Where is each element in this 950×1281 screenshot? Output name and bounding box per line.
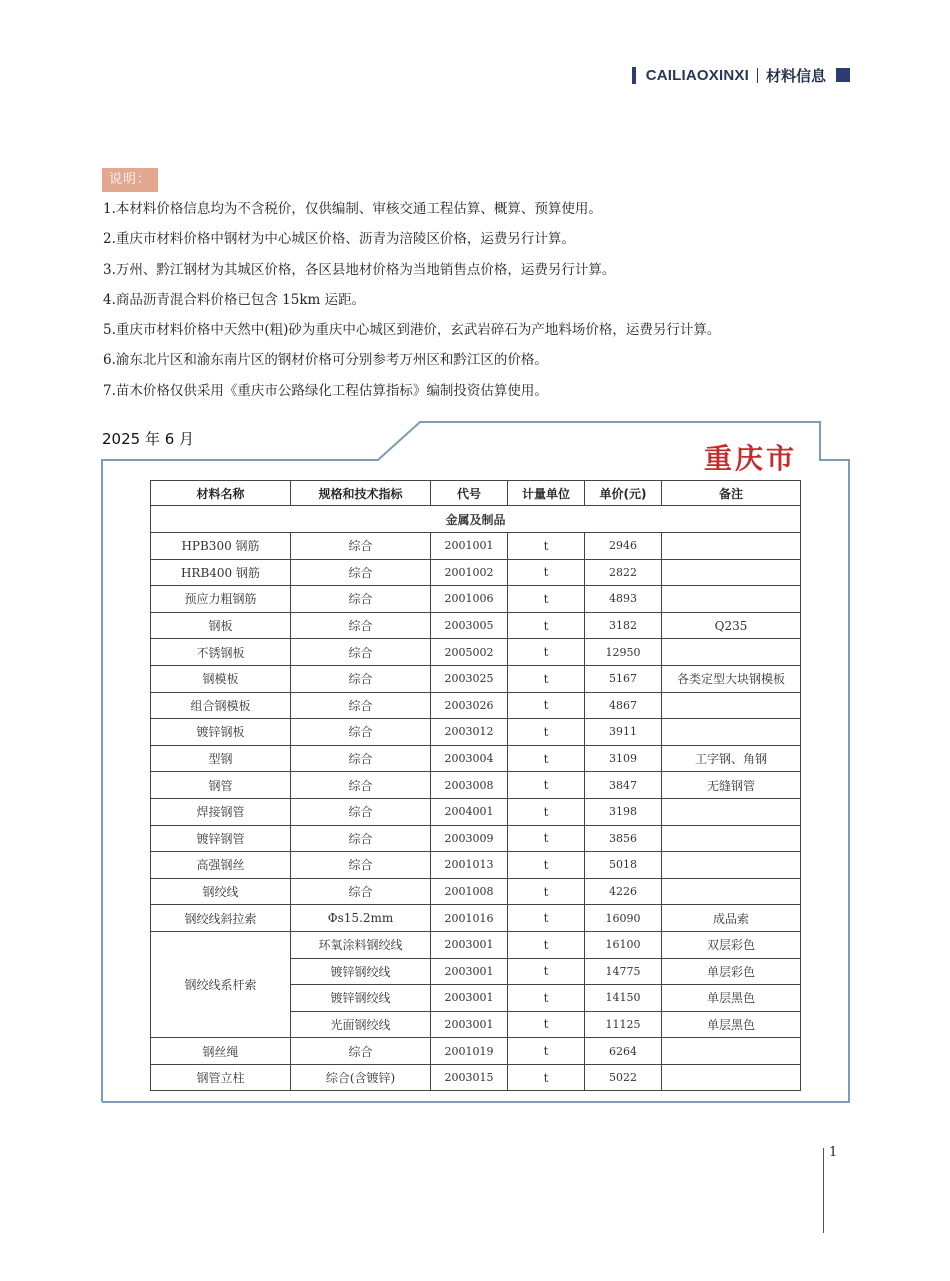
table-cell: 3847 <box>585 772 662 799</box>
table-cell: 综合 <box>291 612 431 639</box>
table-row <box>151 905 801 932</box>
table-row <box>151 559 801 586</box>
table-row <box>151 825 801 852</box>
table-cell: 4867 <box>585 692 662 719</box>
table-cell: 无缝钢管 <box>662 772 801 799</box>
table-cell <box>662 878 801 905</box>
table-cell: 2005002 <box>431 639 508 666</box>
table-cell <box>662 692 801 719</box>
table-row <box>151 852 801 879</box>
table-cell: 组合钢模板 <box>151 692 291 719</box>
table-cell: 2001016 <box>431 905 508 932</box>
table-cell: 4893 <box>585 586 662 613</box>
price-table <box>150 480 801 1091</box>
table-cell: 2003005 <box>431 612 508 639</box>
table-cell: t <box>508 692 585 719</box>
table-cell: t <box>508 1011 585 1038</box>
table-cell: 综合 <box>291 1038 431 1065</box>
table-cell: t <box>508 559 585 586</box>
table-row <box>151 931 801 958</box>
table-row <box>151 692 801 719</box>
table-cell <box>662 1064 801 1091</box>
table-cell: 成品索 <box>662 905 801 932</box>
table-cell: 2822 <box>585 559 662 586</box>
note-item: 2.重庆市材料价格中钢材为中心城区价格、沥青为涪陵区价格，运费另行计算。 <box>103 231 575 248</box>
table-row <box>151 878 801 905</box>
table-cell: 2003009 <box>431 825 508 852</box>
table-cell: 不锈钢板 <box>151 639 291 666</box>
table-cell: 2003001 <box>431 931 508 958</box>
table-cell: 钢丝绳 <box>151 1038 291 1065</box>
table-cell: 2003026 <box>431 692 508 719</box>
table-cell: 综合 <box>291 586 431 613</box>
date-label: 2025 年 6 月 <box>102 430 195 448</box>
table-cell: 16090 <box>585 905 662 932</box>
table-cell: 环氧涂料钢绞线 <box>291 931 431 958</box>
column-header: 规格和技术指标 <box>291 481 431 506</box>
table-cell: 12950 <box>585 639 662 666</box>
table-cell: 2001006 <box>431 586 508 613</box>
table-cell: Φs15.2mm <box>291 905 431 932</box>
note-item: 5.重庆市材料价格中天然中(粗)砂为重庆中心城区到港价，玄武岩碎石为产地料场价格，运费另行计算。 <box>103 322 721 339</box>
table-row <box>151 745 801 772</box>
notes-tag: 说明： <box>102 168 158 192</box>
table-cell: 钢绞线斜拉索 <box>151 905 291 932</box>
table-cell <box>662 639 801 666</box>
table-cell: 各类定型大块钢模板 <box>662 665 801 692</box>
column-header: 材料名称 <box>151 481 291 506</box>
table-cell: Q235 <box>662 612 801 639</box>
table-cell: 2001002 <box>431 559 508 586</box>
table-cell: 钢绞线系杆索 <box>151 931 291 1037</box>
table-cell: HPB300 钢筋 <box>151 533 291 560</box>
table-cell: 综合 <box>291 772 431 799</box>
table-cell: 3911 <box>585 719 662 746</box>
table-cell <box>662 586 801 613</box>
table-cell: 型钢 <box>151 745 291 772</box>
table-cell: t <box>508 878 585 905</box>
table-cell: t <box>508 905 585 932</box>
table-cell: 综合(含镀锌) <box>291 1064 431 1091</box>
table-cell: 镀锌钢绞线 <box>291 985 431 1012</box>
table-cell: t <box>508 1064 585 1091</box>
table-cell: 综合 <box>291 745 431 772</box>
table-row <box>151 639 801 666</box>
page-number: 1 <box>829 1145 838 1160</box>
table-cell: 光面钢绞线 <box>291 1011 431 1038</box>
table-cell: 2001008 <box>431 878 508 905</box>
table-cell: 焊接钢管 <box>151 798 291 825</box>
table-cell: 2003008 <box>431 772 508 799</box>
table-cell <box>662 852 801 879</box>
table-cell: t <box>508 852 585 879</box>
table-row <box>151 533 801 560</box>
table-cell: t <box>508 958 585 985</box>
table-header-row <box>151 481 801 506</box>
table-cell: 钢绞线 <box>151 878 291 905</box>
table-cell: 2001001 <box>431 533 508 560</box>
table-cell: 4226 <box>585 878 662 905</box>
table-cell: 3182 <box>585 612 662 639</box>
note-item: 7.苗木价格仅供采用《重庆市公路绿化工程估算指标》编制投资估算使用。 <box>103 382 548 399</box>
table-cell <box>662 1038 801 1065</box>
table-cell: 2001013 <box>431 852 508 879</box>
table-cell: 钢模板 <box>151 665 291 692</box>
table-cell: t <box>508 719 585 746</box>
table-cell: 综合 <box>291 559 431 586</box>
table-cell: 双层彩色 <box>662 931 801 958</box>
table-cell: 综合 <box>291 852 431 879</box>
table-cell: 2003001 <box>431 958 508 985</box>
table-cell: 镀锌钢绞线 <box>291 958 431 985</box>
header-chinese-title: 材料信息 <box>765 66 826 85</box>
table-cell: t <box>508 931 585 958</box>
table-cell: t <box>508 772 585 799</box>
column-header: 备注 <box>662 481 801 506</box>
table-cell: 2001019 <box>431 1038 508 1065</box>
table-cell: 16100 <box>585 931 662 958</box>
group-title: 金属及制品 <box>151 506 801 533</box>
table-cell: 5167 <box>585 665 662 692</box>
table-cell: t <box>508 612 585 639</box>
table-cell: 综合 <box>291 798 431 825</box>
table-cell: t <box>508 985 585 1012</box>
table-cell: 14150 <box>585 985 662 1012</box>
table-cell: 综合 <box>291 692 431 719</box>
column-header: 计量单位 <box>508 481 585 506</box>
table-row <box>151 1038 801 1065</box>
column-header: 代号 <box>431 481 508 506</box>
table-row <box>151 798 801 825</box>
table-cell: t <box>508 533 585 560</box>
table-cell: t <box>508 665 585 692</box>
table-cell: HRB400 钢筋 <box>151 559 291 586</box>
table-cell <box>662 798 801 825</box>
table-cell: 2003001 <box>431 985 508 1012</box>
table-cell: 镀锌钢板 <box>151 719 291 746</box>
note-item: 4.商品沥青混合料价格已包含 15km 运距。 <box>103 291 366 308</box>
table-cell: 2003012 <box>431 719 508 746</box>
table-cell: 2003001 <box>431 1011 508 1038</box>
table-cell <box>662 533 801 560</box>
table-row <box>151 719 801 746</box>
table-cell: 3856 <box>585 825 662 852</box>
table-group-row <box>151 506 801 533</box>
note-item: 1.本材料价格信息均为不含税价，仅供编制、审核交通工程估算、概算、预算使用。 <box>103 201 602 217</box>
note-item: 6.渝东北片区和渝东南片区的钢材价格可分别参考万州区和黔江区的价格。 <box>103 352 548 369</box>
table-cell: 综合 <box>291 719 431 746</box>
column-header: 单价(元) <box>585 481 662 506</box>
table-cell: 14775 <box>585 958 662 985</box>
table-cell: 2003004 <box>431 745 508 772</box>
table-row <box>151 772 801 799</box>
table-cell: 工字钢、角钢 <box>662 745 801 772</box>
table-cell <box>662 719 801 746</box>
table-cell: 钢管立柱 <box>151 1064 291 1091</box>
table-cell: 钢板 <box>151 612 291 639</box>
table-cell: 2946 <box>585 533 662 560</box>
table-cell: 2003015 <box>431 1064 508 1091</box>
table-cell <box>662 559 801 586</box>
table-cell: 综合 <box>291 665 431 692</box>
table-cell: t <box>508 639 585 666</box>
city-title: 重庆市 <box>704 442 798 475</box>
table-cell: 5018 <box>585 852 662 879</box>
table-cell: t <box>508 586 585 613</box>
table-cell: 2004001 <box>431 798 508 825</box>
table-cell: 单层黑色 <box>662 1011 801 1038</box>
table-cell: 6264 <box>585 1038 662 1065</box>
table-cell: 单层黑色 <box>662 985 801 1012</box>
table-cell: t <box>508 1038 585 1065</box>
table-cell: 5022 <box>585 1064 662 1091</box>
table-cell: 11125 <box>585 1011 662 1038</box>
table-row <box>151 612 801 639</box>
table-body <box>151 506 801 1091</box>
table-cell: t <box>508 798 585 825</box>
table-cell: 3109 <box>585 745 662 772</box>
table-cell: 2003025 <box>431 665 508 692</box>
table-cell: 高强钢丝 <box>151 852 291 879</box>
table-cell: 镀锌钢管 <box>151 825 291 852</box>
table-cell: 预应力粗钢筋 <box>151 586 291 613</box>
table-cell: 综合 <box>291 825 431 852</box>
table-cell: t <box>508 825 585 852</box>
table-cell: 单层彩色 <box>662 958 801 985</box>
table-row <box>151 1064 801 1091</box>
header-english-title: CAILIAOXINXI <box>645 66 749 84</box>
table-cell: 综合 <box>291 878 431 905</box>
table-row <box>151 665 801 692</box>
table-cell: 综合 <box>291 639 431 666</box>
table-cell <box>662 825 801 852</box>
table-row <box>151 586 801 613</box>
table-cell: 3198 <box>585 798 662 825</box>
table-cell: t <box>508 745 585 772</box>
footer-divider <box>823 1148 824 1233</box>
table-cell: 综合 <box>291 533 431 560</box>
note-item: 3.万州、黔江钢材为其城区价格，各区县地材价格为当地销售点价格，运费另行计算。 <box>103 261 616 278</box>
table-cell: 钢管 <box>151 772 291 799</box>
